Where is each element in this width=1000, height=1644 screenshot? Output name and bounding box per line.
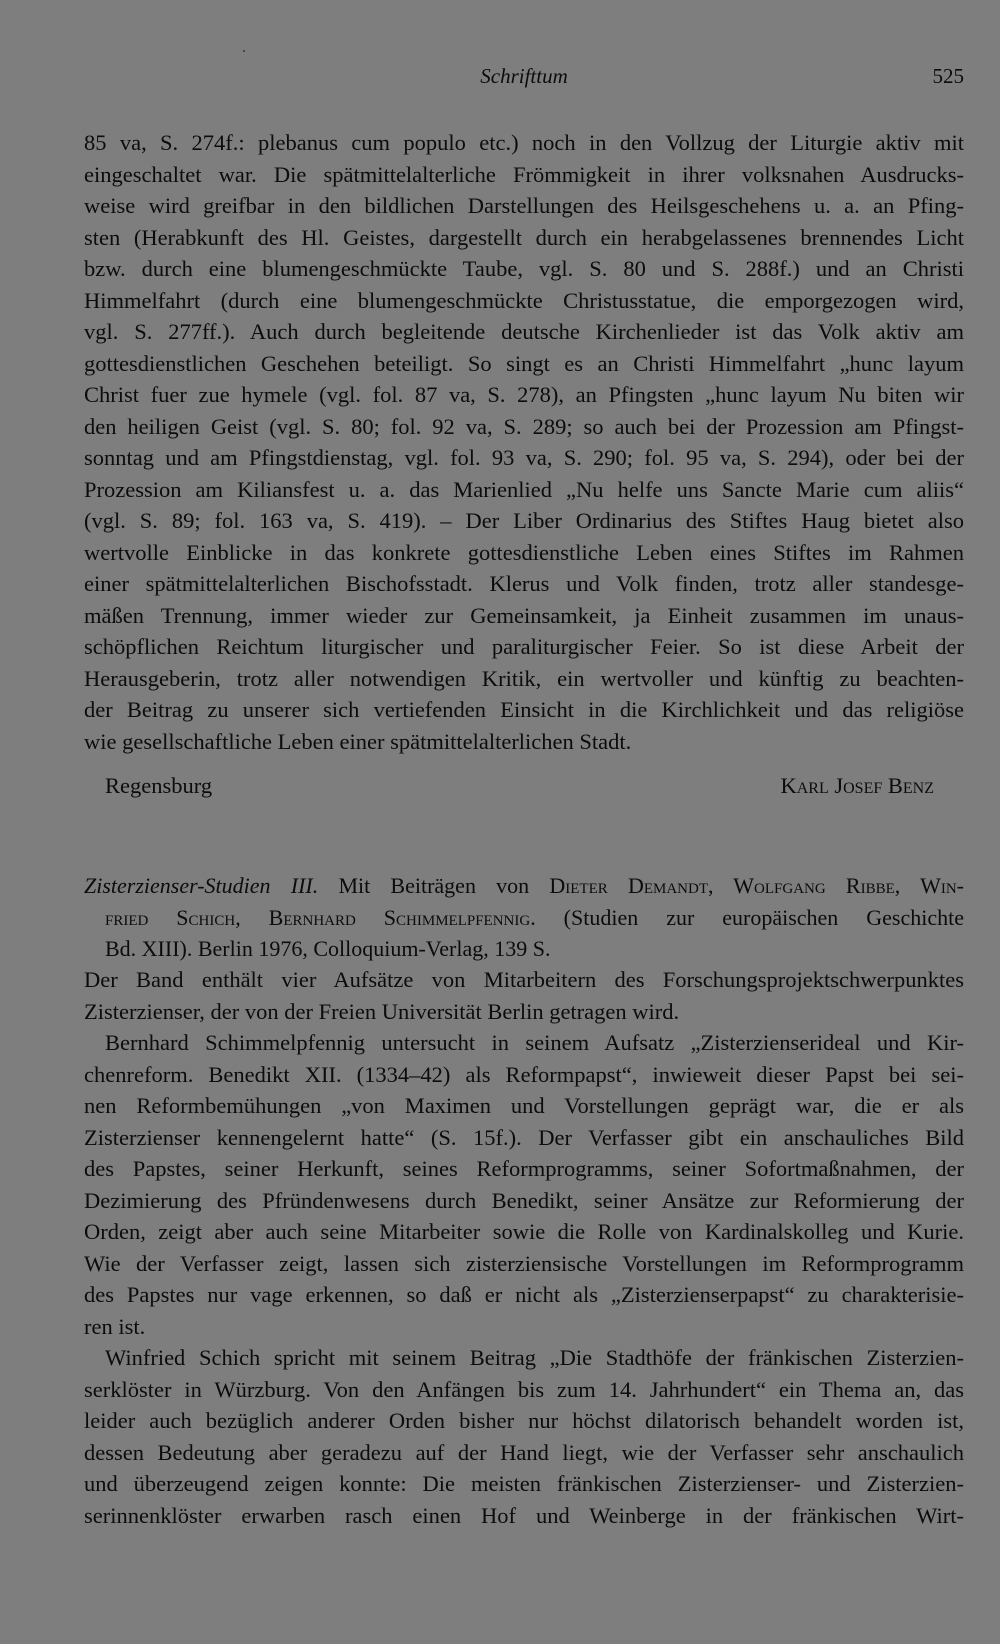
text-line: serklöster in Würzburg. Von den Anfängen bis zum 14. Jahrhundert“ ein Thema an, das xyxy=(84,1376,964,1402)
citation-line: Bd. XIII). Berlin 1976, Colloquium-Verlag, 139 S. xyxy=(105,936,551,961)
review-2-paragraph xyxy=(84,1027,964,1342)
text-line: vgl. S. 277ff.). Auch durch begleitende deutsche Kirchenlieder ist das Volk aktiv am xyxy=(84,319,964,344)
review-1-paragraph xyxy=(84,127,964,757)
review-signature xyxy=(84,770,964,802)
text-line: Zisterzienser kennengelernt hatte“ (S. 15f.). Der Verfasser gibt ein anschauliches Bild xyxy=(84,1124,964,1150)
reviewer-place: Regensburg xyxy=(105,773,213,798)
review-2-citation xyxy=(84,870,964,965)
text-line: Zisterzienser, der von der Freien Universität Berlin getragen wird. xyxy=(84,998,680,1024)
text-line: weise wird greifbar in den bildlichen Darstellungen des Heilsgeschehens u. a. an Pfing- xyxy=(84,193,964,218)
print-speck xyxy=(243,50,245,52)
text-line: Orden, zeigt aber auch seine Mitarbeiter sowie die Rolle von Kardinalskolleg und Kurie. xyxy=(84,1219,964,1244)
text-line: Christ fuer zue hymele (vgl. fol. 87 va, S. 278), an Pfingsten „hunc layum Nu biten wir xyxy=(84,382,964,407)
text-line: eingeschaltet war. Die spätmittelalterliche Frömmigkeit in ihrer volksnahen Ausdrucks- xyxy=(84,161,964,187)
text-line: einer spätmittelalterlichen Bischofsstadt. Klerus und Volk finden, trotz aller standesge- xyxy=(84,571,964,596)
text-line: Prozession am Kiliansfest u. a. das Marienlied „Nu helfe uns Sancte Marie cum aliis“ xyxy=(84,476,964,502)
text-line: Der Band enthält vier Aufsätze von Mitarbeitern des Forschungsprojektschwerpunktes xyxy=(84,967,964,992)
text-line: schöpflichen Reichtum liturgischer und paraliturgischer Feier. So ist diese Arbeit der xyxy=(84,634,964,659)
text-line: mäßen Trennung, immer wieder zur Gemeinsamkeit, ja Einheit zusammen im unaus- xyxy=(84,602,964,628)
text-line: Bernhard Schimmelpfennig untersucht in seinem Aufsatz „Zisterzienserideal und Kir- xyxy=(105,1030,964,1055)
citation-line xyxy=(84,902,964,934)
review-2-body xyxy=(84,964,964,1531)
text-line: (vgl. S. 89; fol. 163 va, S. 419). – Der Liber Ordinarius des Stiftes Haug bietet also xyxy=(84,508,964,533)
text-line: Wie der Verfasser zeigt, lassen sich zisterziensische Vorstellungen im Reformprogramm xyxy=(84,1250,964,1276)
text-line: und überzeugend zeigen konnte: Die meisten fränkischen Zisterzienser- und Zisterzien- xyxy=(84,1471,964,1496)
text-line: Himmelfahrt (durch eine blumengeschmückte Christusstatue, die emporgezogen wird, xyxy=(84,287,964,313)
text-line: wertvolle Einblicke in das konkrete gottesdienstliche Leben eines Stiftes im Rahmen xyxy=(84,539,964,565)
text-line: den heiligen Geist (vgl. S. 80; fol. 92 va, S. 289; so auch bei der Prozession am Pfingst- xyxy=(84,413,964,439)
review-1-body xyxy=(84,127,964,757)
text-line: leider auch bezüglich anderer Orden bisher nur höchst dilatorisch behandelt worden ist, xyxy=(84,1408,964,1433)
text-line: des Papstes, seiner Herkunft, seines Reformprogramms, seiner Sofortmaßnahmen, der xyxy=(84,1156,964,1181)
citation-text: Mit Beiträgen von xyxy=(318,873,550,898)
text-line: Dezimierung des Pfründenwesens durch Benedikt, seiner Ansätze zur Reformierung der xyxy=(84,1187,964,1213)
citation-line xyxy=(84,870,964,902)
book-authors: Dieter Demandt, Wolfgang Ribbe, Win- xyxy=(549,873,964,898)
text-line: der Beitrag zu unserer sich vertiefenden Einsicht in die Kirchlichkeit und das religiöse xyxy=(84,697,964,722)
book-authors: fried Schich, Bernhard Schimmelpfennig. xyxy=(105,904,536,930)
series-info: (Studien zur europäischen Geschichte xyxy=(535,904,964,930)
text-line: Winfried Schich spricht mit seinem Beitrag „Die Stadthöfe der fränkischen Zisterzien- xyxy=(105,1345,964,1370)
running-head xyxy=(84,64,964,94)
page-number: 525 xyxy=(932,64,964,88)
text-line: dessen Bedeutung aber geradezu auf der Hand liegt, wie der Verfasser sehr anschaulich xyxy=(84,1439,964,1465)
text-line: gottesdienstlichen Geschehen beteiligt. So singt es an Christi Himmelfahrt „hunc layum xyxy=(84,350,964,376)
text-line: wie gesellschaftliche Leben einer spätmittelalterlichen Stadt. xyxy=(84,728,632,754)
text-line: des Papstes nur vage erkennen, so daß er nicht als „Zisterzienserpapst“ zu charakterisie- xyxy=(84,1282,964,1307)
text-line: chenreform. Benedikt XII. (1334–42) als Reformpapst“, inwieweit dieser Papst bei sei- xyxy=(84,1061,964,1087)
text-line: serinnenklöster erwarben rasch einen Hof und Weinberge in der fränkischen Wirt- xyxy=(84,1502,964,1528)
text-line: Herausgeberin, trotz aller notwendigen Kritik, ein wertvoller und künftig zu beachten- xyxy=(84,665,964,691)
text-line: 85 va, S. 274f.: plebanus cum populo etc.) noch in den Vollzug der Liturgie aktiv mit xyxy=(84,130,964,155)
text-line: bzw. durch eine blumengeschmückte Taube, vgl. S. 80 und S. 288f.) und an Christi xyxy=(84,256,964,281)
review-2-paragraph xyxy=(84,1342,964,1531)
text-line: sten (Herabkunft des Hl. Geistes, dargestellt durch ein herabgelassenes brennendes Licht xyxy=(84,224,964,250)
running-title: Schrifttum xyxy=(480,64,568,88)
review-2-paragraph xyxy=(84,964,964,1027)
reviewer-name: Karl Josef Benz xyxy=(780,773,934,798)
text-line: nen Reformbemühungen „von Maximen und Vorstellungen geprägt war, die er als xyxy=(84,1093,964,1118)
book-title: Zisterzienser-Studien III. xyxy=(84,873,319,898)
text-line: sonntag und am Pfingstdienstag, vgl. fol. 93 va, S. 290; fol. 95 va, S. 294), oder bei der xyxy=(84,445,964,470)
text-line: ren ist. xyxy=(84,1313,146,1339)
